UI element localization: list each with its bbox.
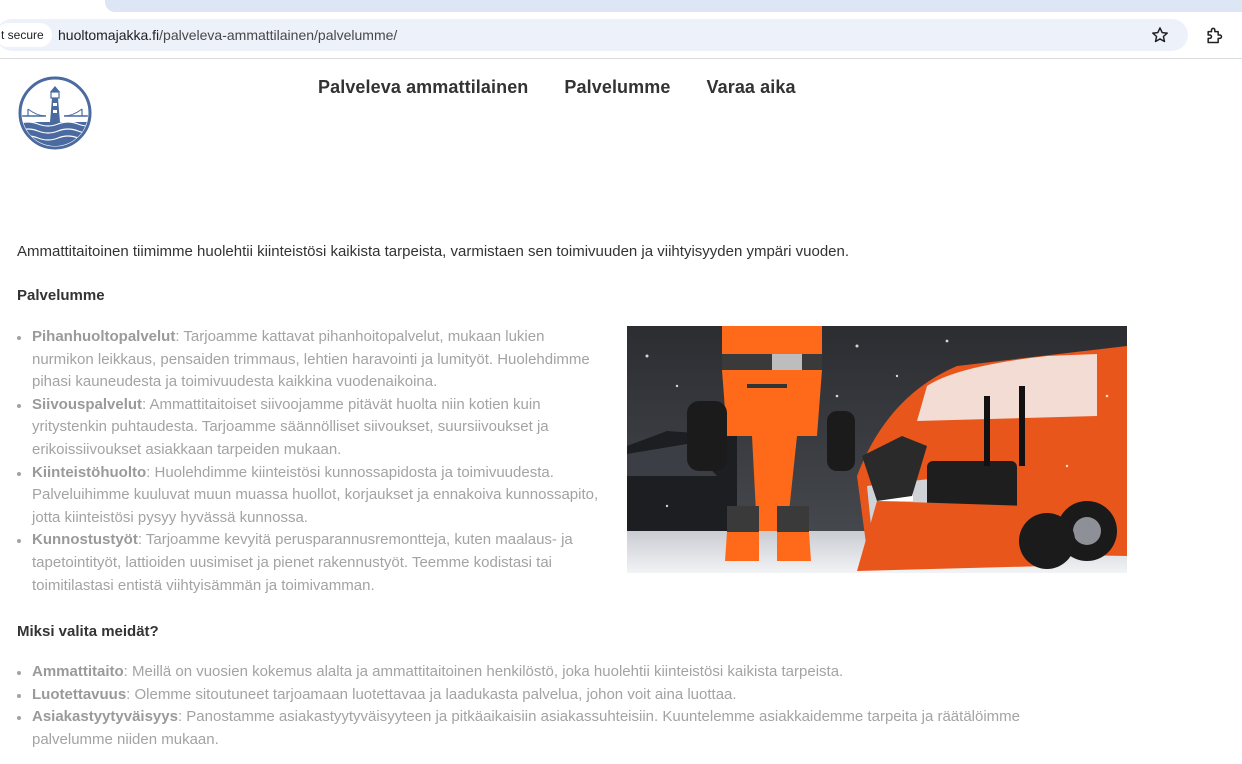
browser-toolbar <box>0 0 1242 59</box>
security-chip[interactable]: t secure <box>0 23 52 47</box>
service-text-line: : Tarjoamme kevyitä perusparannusremontteja, kuten maalaus- ja <box>137 531 573 549</box>
service-text-line: nurmikon leikkaus, pensaiden trimmaus, lehtien haravointi ja lumityöt. Huolehdimme <box>32 350 590 368</box>
list-item <box>32 462 642 530</box>
service-text-line: : Huolehdimme kiinteistösi kunnossapidosta ja toimivuudesta. <box>146 463 554 481</box>
why-title: Luotettavuus <box>32 685 127 703</box>
address-bar[interactable] <box>0 19 1188 51</box>
nav-palveleva-ammattilainen[interactable]: Palveleva ammattilainen <box>318 77 529 97</box>
why-title: Asiakastyytyväisyys <box>32 708 178 726</box>
service-title: Siivouspalvelut <box>32 395 143 413</box>
list-item <box>32 684 1132 707</box>
list-item <box>32 661 1132 684</box>
url-path: /palveleva-ammattilainen/palvelumme/ <box>159 27 398 43</box>
service-title: Kunnostustyöt <box>32 531 138 549</box>
service-text-line: Palveluihimme kuuluvat muun muassa huollot, korjaukset ja ennakoiva kunnossapito, <box>32 486 599 504</box>
service-text-line: tapetointityöt, lattioiden uusimiset ja pienet rakennustyöt. Teemme kodistasi tai <box>32 553 553 571</box>
services-list <box>0 326 642 597</box>
service-title: Kiinteistöhuolto <box>32 463 147 481</box>
service-text-line: jotta kiinteistösi pysyy hyvässä kunnossa. <box>32 508 308 526</box>
main-nav <box>318 76 832 98</box>
bookmark-star-icon[interactable] <box>1150 25 1170 45</box>
url-domain: huoltomajakka.fi <box>58 27 160 43</box>
why-text-line: : Panostamme asiakastyytyväisyyteen ja pitkäaikaisiin asiakassuhteisiin. Kuuntelemme asiakkaidemme tarpeita ja räätälöimme <box>177 708 1021 726</box>
service-text-line: : Ammattitaitoiset siivoojamme pitävät huolta niin kotien kuin <box>142 395 541 413</box>
list-item <box>32 529 642 597</box>
extensions-puzzle-icon[interactable] <box>1204 25 1224 45</box>
list-item <box>32 706 1132 751</box>
list-item <box>32 326 642 394</box>
snow-blower-worker-photo <box>627 326 1127 573</box>
service-text-line: toimitilastasi entistä viihtyisämmän ja toimivamman. <box>32 576 375 594</box>
nav-palvelumme[interactable]: Palvelumme <box>564 77 671 97</box>
list-item <box>32 394 642 462</box>
service-text-line: yritystenkin puhtaudesta. Tarjoamme säännölliset siivoukset, suursiivoukset ja <box>32 418 549 436</box>
why-text-line: : Meillä on vuosien kokemus alalta ja ammattitaitoinen henkilöstö, joka huolehtii kiinteistösi kaikista tarpeista. <box>123 663 844 680</box>
service-text-line: : Tarjoamme kattavat pihanhoitopalvelut, mukaan lukien <box>175 328 545 345</box>
why-text-line: palvelumme niiden mukaan. <box>32 730 219 748</box>
intro-text: Ammattitaitoinen tiimimme huolehtii kiinteistösi kaikista tarpeista, varmistaen sen toimivuuden ja viihtyisyyden ympäri vuoden. <box>17 243 850 260</box>
why-list <box>0 661 1132 751</box>
why-heading: Miksi valita meidät? <box>17 623 159 640</box>
nav-varaa-aika[interactable]: Varaa aika <box>706 77 796 97</box>
why-title: Ammattitaito <box>32 663 124 680</box>
service-text-line: pihasi kauneudesta ja toimivuudesta kaikkina vuodenaikoina. <box>32 373 438 391</box>
service-title: Pihanhuoltopalvelut <box>32 328 176 345</box>
lighthouse-logo[interactable] <box>18 76 92 150</box>
service-text-line: erikoissiivoukset asiakkaan tarpeiden mukaan. <box>32 440 342 458</box>
why-text-line: : Olemme sitoutuneet tarjoamaan luotettavaa ja laadukasta palvelua, johon voit aina luottaa. <box>126 685 737 703</box>
url-text[interactable] <box>58 19 397 51</box>
tab-strip <box>105 0 1242 12</box>
services-heading: Palvelumme <box>17 287 105 304</box>
